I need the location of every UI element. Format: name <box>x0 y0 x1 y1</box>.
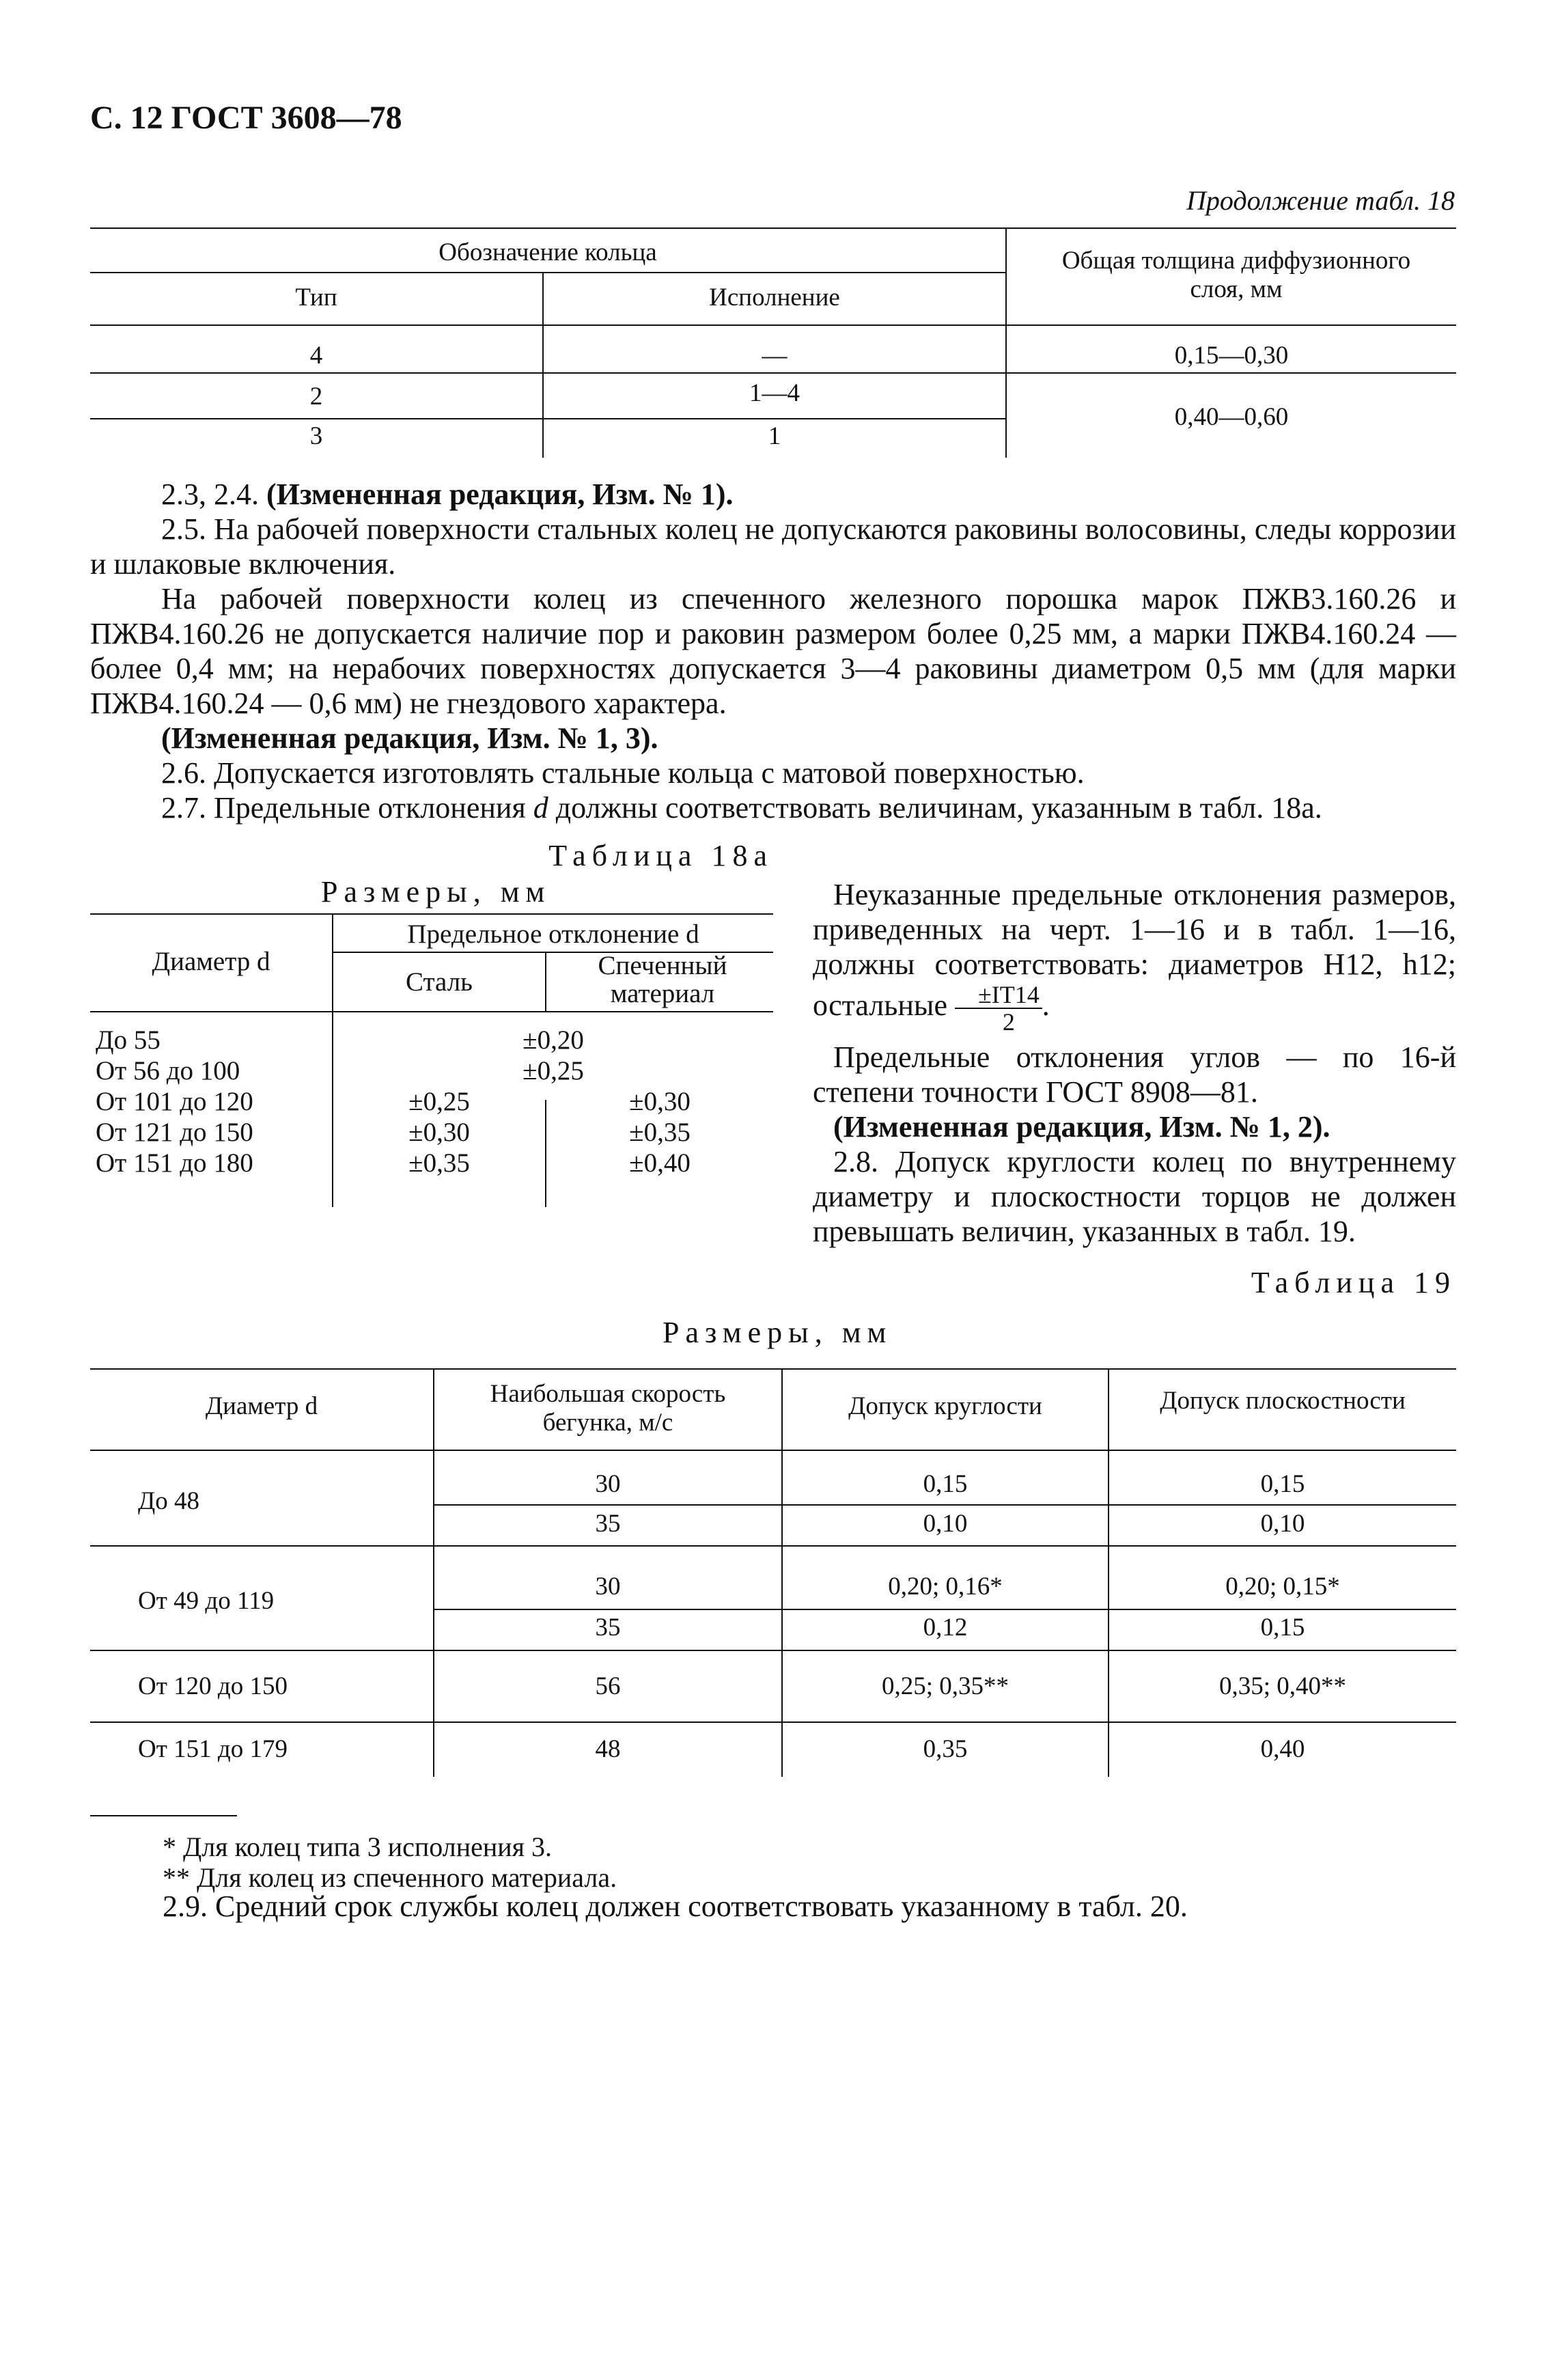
t18-col-type: Тип <box>295 283 337 312</box>
t18a-diam: От 151 до 180 <box>96 1148 253 1178</box>
t19-speed: 35 <box>595 1510 621 1538</box>
t18a-col-sintered: Спеченный материал <box>598 951 727 1008</box>
t18-cell: — <box>762 342 788 370</box>
t19-round: 0,15 <box>923 1470 968 1498</box>
t19-speed: 30 <box>595 1470 621 1498</box>
fraction-it14-over-2: $\frac{\pm IT14}{2}$ <box>955 982 1042 1035</box>
t19-diam: От 151 до 179 <box>138 1735 288 1763</box>
revision-note-1-2: (Измененная редакция, Изм. № 1, 2). <box>833 1110 1330 1144</box>
revision-note-1-3: (Измененная редакция, Изм. № 1, 3). <box>161 721 658 755</box>
t19-flat: 0,20; 0,15* <box>1225 1573 1340 1601</box>
t19-flat: 0,35; 0,40** <box>1218 1672 1347 1700</box>
t18a-diam: До 55 <box>96 1025 161 1055</box>
paragraph-2-9: 2.9. Средний срок службы колец должен соответствовать указанному в табл. 20. <box>163 1890 1188 1923</box>
t19-col-round: Допуск круглости <box>848 1392 1042 1420</box>
t18a-merged: ±0,25 <box>522 1056 584 1085</box>
t19-flat: 0,10 <box>1260 1510 1305 1538</box>
t18a-diam: От 121 до 150 <box>96 1118 253 1147</box>
t18-col-exec: Исполнение <box>709 283 840 312</box>
t19-diam: До 48 <box>138 1487 199 1515</box>
t19-round: 0,12 <box>923 1614 968 1642</box>
t18-cell: 0,40—0,60 <box>1174 403 1289 431</box>
t19-flat: 0,15 <box>1260 1614 1305 1642</box>
t19-round: 0,35 <box>923 1735 968 1763</box>
footnote-separator <box>90 1815 237 1816</box>
t18a-steel: ±0,25 <box>408 1087 470 1116</box>
footnote-1: * Для колец типа 3 исполнения 3. <box>163 1831 553 1862</box>
t19-col-diam: Диаметр d <box>205 1392 318 1420</box>
t19-col-speed: Наибольшая скорость бегунка, м/с <box>490 1380 726 1437</box>
t19-speed: 30 <box>595 1573 621 1601</box>
t19-diam: От 120 до 150 <box>138 1672 288 1700</box>
t18-cell: 3 <box>309 422 323 450</box>
table-continuation-label: Продолжение табл. 18 <box>1186 185 1455 216</box>
page-header: С. 12 ГОСТ 3608—78 <box>90 100 402 136</box>
t18-cell: 4 <box>309 342 323 370</box>
t18-group-header: Обозначение кольца <box>438 238 657 266</box>
paragraph-2-5b: На рабочей поверхности колец из спеченного железного порошка марок ПЖВ3.160.26 и ПЖВ4.160.26 не допускается наличие пор и раковин размером более 0,25 мм, а марки ПЖВ4.160.24 — более 0,4 мм; на нерабочих поверхностях допускается 3—4 раковины диаметром 0,5 мм (для марки ПЖВ4.160.24 — 0,6 мм) не гнездового характера. <box>90 582 1456 720</box>
t19-round: 0,10 <box>923 1510 968 1538</box>
t18-cell: 2 <box>309 383 323 411</box>
table-19-units: Размеры, мм <box>663 1316 893 1349</box>
t18a-merged: ±0,20 <box>522 1025 584 1055</box>
t18a-sint: ±0,30 <box>629 1087 691 1116</box>
t19-round: 0,25; 0,35** <box>881 1672 1009 1700</box>
t18-cell: 1 <box>768 422 781 450</box>
table-19-caption: Таблица 19 <box>1251 1266 1456 1299</box>
t18a-sint: ±0,35 <box>629 1118 691 1147</box>
footnote-2: ** Для колец из спеченного материала. <box>163 1862 617 1893</box>
t18a-steel: ±0,30 <box>408 1118 470 1147</box>
t18a-col-deviation: Предельное отклонение d <box>407 919 699 949</box>
t18a-diam: От 56 до 100 <box>96 1056 240 1085</box>
t18a-steel: ±0,35 <box>408 1148 470 1178</box>
t19-col-flat: Допуск плоскостности <box>1160 1387 1406 1415</box>
paragraph-2-7: 2.7. Предельные отклонения d должны соответствовать величинам, указанным в табл. 18а. <box>161 791 1322 825</box>
paragraph-2-8: 2.8. Допуск круглости колец по внутреннему диаметру и плоскостности торцов не должен превышать величин, указанных в табл. 19. <box>813 1145 1456 1248</box>
paragraph-2-5: 2.5. На рабочей поверхности стальных колец не допускаются раковины волосовины, следы коррозии и шлаковые включения. <box>90 512 1456 581</box>
t19-flat: 0,15 <box>1260 1470 1305 1498</box>
t19-speed: 48 <box>595 1735 621 1763</box>
t19-speed: 56 <box>595 1672 621 1700</box>
t18-cell: 1—4 <box>749 379 800 407</box>
table-18a-caption: Таблица 18а <box>548 839 773 872</box>
t18a-col-steel: Сталь <box>406 967 473 997</box>
paragraph-angle-deviations: Предельные отклонения углов — по 16-й степени точности ГОСТ 8908—81. <box>813 1040 1456 1109</box>
t19-speed: 35 <box>595 1614 621 1642</box>
t18-col-thickness: Общая толщина диффузионного слоя, мм <box>1061 247 1411 303</box>
paragraph-2-3: 2.3, 2.4. (Измененная редакция, Изм. № 1). <box>161 478 734 511</box>
t18-cell: 0,15—0,30 <box>1174 342 1289 370</box>
t19-flat: 0,40 <box>1260 1735 1305 1763</box>
paragraph-unspecified-deviations: Неуказанные предельные отклонения размеров, приведенных на черт. 1—16 и в табл. 1—16, должны соответствовать: диаметров Н12, h12; остальные $\frac{\pm IT14}{2}$ . <box>813 878 1456 1036</box>
paragraph-2-6: 2.6. Допускается изготовлять стальные кольца с матовой поверхностью. <box>161 756 1085 790</box>
table-18a-units: Размеры, мм <box>321 875 551 909</box>
t19-diam: От 49 до 119 <box>138 1587 275 1615</box>
t18a-col-diam: Диаметр d <box>152 947 270 976</box>
t19-round: 0,20; 0,16* <box>888 1573 1003 1601</box>
t18a-diam: От 101 до 120 <box>96 1087 253 1116</box>
t18a-sint: ±0,40 <box>629 1148 691 1178</box>
